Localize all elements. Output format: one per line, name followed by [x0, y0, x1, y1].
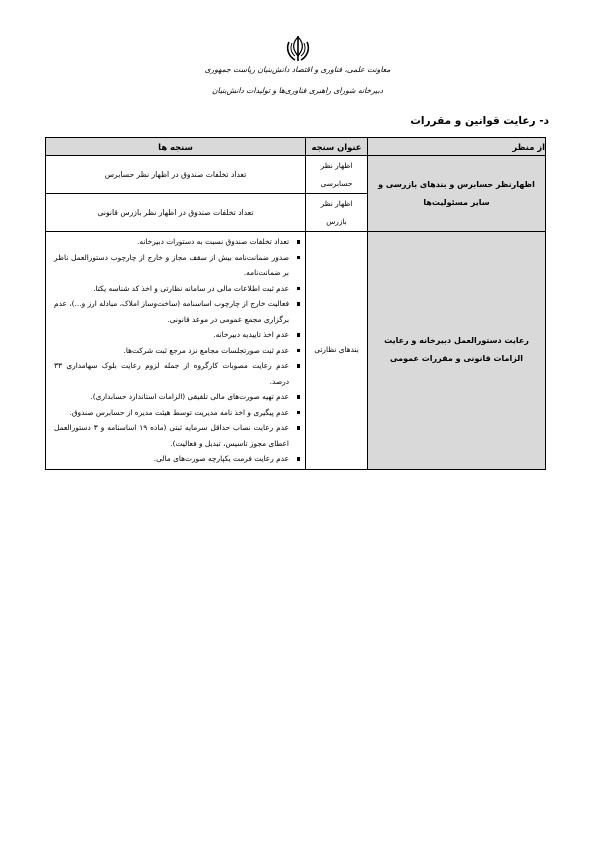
measure-title-line: حسابرسی — [320, 178, 353, 188]
measure-cell: تعداد تخلفات صندوق در اظهار نظر بازرس قانونی — [46, 194, 306, 232]
header-perspective: از منظر — [368, 138, 546, 156]
section-title: د- رعایت قوانین و مقررات — [410, 115, 549, 127]
list-item: عدم رعایت نصاب حداقل سرمایه ثبتی (ماده ۱۹ اساسنامه و ۳ دستورالعمل اعطای مجوز تاسیس، تبدیل و فعالیت). — [54, 420, 289, 451]
measure-title-line: اظهار نظر — [320, 160, 353, 170]
perspective-cell: اظهارنظر حسابرس و بندهای بازرسی و سایر مسئولیت‌ها — [368, 156, 546, 232]
measure-cell: تعداد تخلفات صندوق در اظهار نظر حسابرس — [46, 156, 306, 194]
secretariat-name: دبیرخانه شورای راهبری فناوری‌ها و تولیدات دانش‌بنیان — [211, 86, 384, 95]
list-item: تعداد تخلفات صندوق نسبت به دستورات دبیرخانه. — [54, 234, 289, 250]
list-item: عدم اخذ تاییدیه دبیرخانه. — [54, 327, 289, 343]
table-row — [46, 232, 546, 470]
header-measures: سنجه ها — [46, 138, 306, 156]
list-item: عدم ثبت اطلاعات مالی در سامانه نظارتی و اخذ کد شناسه یکتا. — [54, 281, 289, 297]
list-item: عدم پیگیری و اخذ نامه مدیریت توسط هیئت مدیره از حسابرس صندوق. — [54, 405, 289, 421]
measure-list — [46, 234, 305, 467]
list-item: صدور ضمانت‌نامه بیش از سقف مجاز و خارج از چارچوب دستورالعمل ناظر بر ضمانت‌نامه. — [54, 250, 289, 281]
compliance-table — [45, 137, 546, 470]
measure-title-line: اظهار نظر — [320, 198, 353, 208]
list-item: عدم تهیه صورت‌های مالی تلفیقی (الزامات استاندارد حسابداری). — [54, 389, 289, 405]
list-item: عدم رعایت فرمت یکپارچه صورت‌های مالی. — [54, 451, 289, 467]
measure-title-cell — [306, 194, 368, 232]
measure-title-cell — [306, 156, 368, 194]
list-item: عدم ثبت صورتجلسات مجامع نزد مرجع ثبت شرکت‌ها. — [54, 343, 289, 359]
perspective-cell: رعایت دستورالعمل دبیرخانه و رعایت الزامات قانونی و مقررات عمومی — [368, 232, 546, 470]
table-row — [46, 156, 546, 194]
measure-list-cell — [46, 232, 306, 470]
iran-emblem-icon — [283, 34, 313, 64]
table-header-row — [46, 138, 546, 156]
measure-title-cell: بندهای نظارتی — [306, 232, 368, 470]
measure-title-line: بازرس — [326, 216, 347, 226]
organization-name: معاونت علمی، فناوری و اقتصاد دانش‌بنیان ریاست جمهوری — [204, 65, 391, 74]
header-measure-title: عنوان سنجه — [306, 138, 368, 156]
list-item: فعالیت خارج از چارچوب اساسنامه (ساخت‌وساز املاک، مبادله ارز و...)، عدم برگزاری مجمع عمومی در موعد قانونی. — [54, 296, 289, 327]
list-item: عدم رعایت مصوبات کارگروه از جمله لزوم رعایت بلوک سهامداری ۳۳ درصد. — [54, 358, 289, 389]
